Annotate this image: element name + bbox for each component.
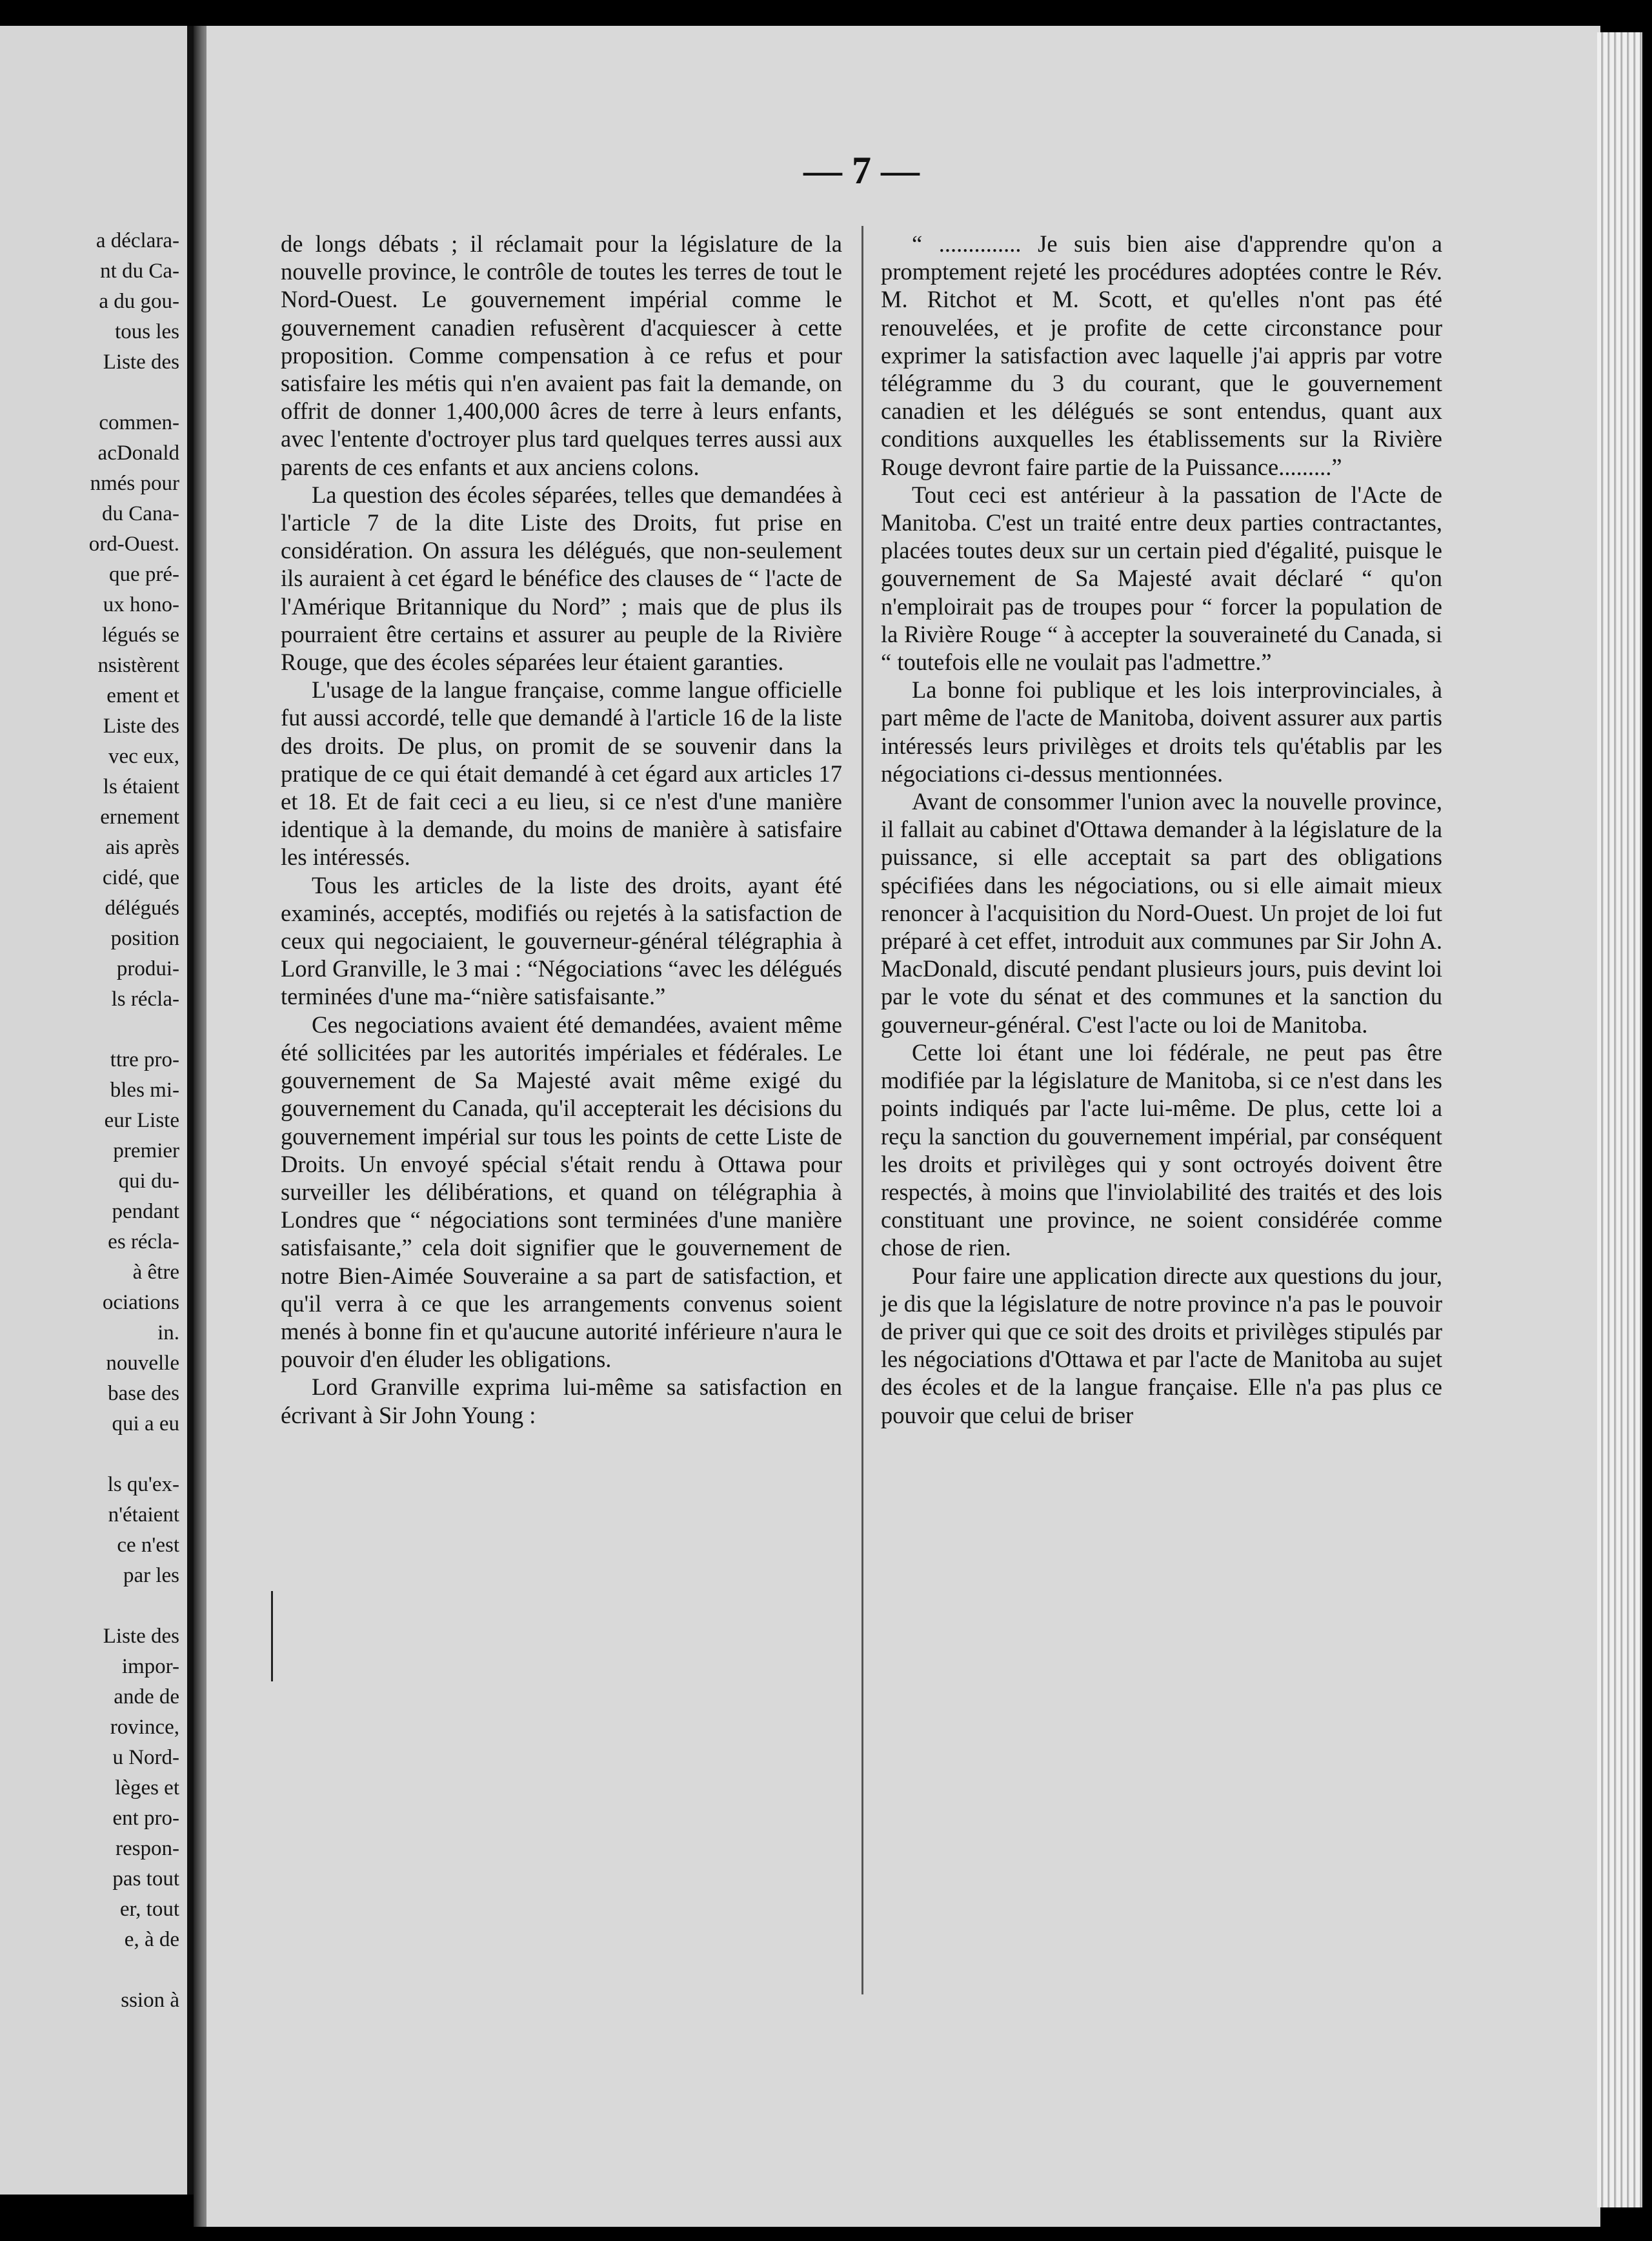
previous-page-line: acDonald: [97, 441, 179, 465]
previous-page-line: [0, 378, 182, 408]
previous-page-line: ociations: [102, 1291, 179, 1314]
page-edges: [1597, 32, 1642, 2207]
previous-page-line: Liste des: [103, 1625, 179, 1648]
paragraph: La bonne foi publique et les lois interprovinciales, à part même de l'acte de Manitoba, doivent assurer aux partis intéressés leurs privilèges et droits tels qu'établis par les négociations ci-dessus mentionnées.: [881, 676, 1442, 787]
previous-page-line: [0, 1439, 182, 1470]
page-number: — 7 —: [803, 149, 920, 192]
previous-page-line: ls étaient: [103, 775, 179, 798]
paragraph: Tous les articles de la liste des droits, ayant été examinés, acceptés, modifiés ou rejetés à la satisfaction de ceux qui negociaient, le gouverneur-général télégraphia à Lord Granville, le 3 mai : “Négociations “avec les délégués terminées d'une ma-“nière satisfaisante.”: [281, 871, 842, 1010]
previous-page-line: in.: [157, 1321, 179, 1344]
previous-page-line: vec eux,: [108, 745, 179, 768]
previous-page-line: délégués: [105, 897, 179, 920]
margin-mark: [271, 1591, 273, 1681]
previous-page-line: impor-: [121, 1655, 179, 1678]
previous-page-line: qui a eu: [112, 1412, 179, 1435]
previous-page-line: ande de: [114, 1685, 179, 1709]
previous-page-line: er, tout: [119, 1898, 179, 1921]
previous-page-line: nmés pour: [90, 472, 179, 495]
column-divider: [861, 226, 863, 1994]
previous-page-line: [0, 1955, 182, 1985]
paragraph: Avant de consommer l'union avec la nouvelle province, il fallait au cabinet d'Ottawa demander à la législature de la puissance, si elle acceptait sa part des obligations spécifiées dans les négociations, ou si elle aimait mieux renoncer à l'acquisition du Nord-Ouest. Un projet de loi fut préparé à cet effet, introduit aux communes par Sir John A. MacDonald, discuté pendant plusieurs jours, puis devint loi par le vote du sénat et des communes et la sanction du gouverneur-général. C'est l'acte ou loi de Manitoba.: [881, 788, 1442, 1038]
previous-page-line: à être: [132, 1261, 179, 1284]
previous-page-line: qui du-: [118, 1170, 179, 1193]
previous-page-line: [0, 1591, 182, 1621]
paragraph: de longs débats ; il réclamait pour la législature de la nouvelle province, le contrôle de toutes les terres de tout le Nord-Ouest. Le gouvernement impérial comme le gouvernement canadien refusèrent d'acquiescer à cette proposition. Comme compensation à ce refus et pour satisfaire les métis qui n'en avaient pas fait la demande, on offrit de donner 1,400,000 âcres de terre à leurs enfants, avec l'entente d'octroyer plus tard quelques terres aussi aux parents de ces enfants et aux anciens colons.: [281, 230, 842, 480]
paragraph: Ces negociations avaient été demandées, avaient même été sollicitées par les autorités impériales et fédérales. Le gouvernement de Sa Majesté avait même exigé du gouvernement du Canada, qu'il accepterait les décisions du gouvernement impérial sur tous les points de cette Liste de Droits. Un envoyé spécial s'était rendu à Ottawa pour surveiller les délibérations, et quand on télégraphia à Londres que “ négociations sont terminées d'une manière satisfaisante,” cela doit signifier que le gouvernement de notre Bien-Aimée Souveraine a sa part de satisfaction, et qu'il verra à ce que les arrangements convenus soient menés à bonne fin et qu'aucune autorité inférieure n'aura le pouvoir d'en éluder les obligations.: [281, 1011, 842, 1373]
previous-page-line: ssion à: [121, 1989, 179, 2012]
previous-page-line: a du gou-: [99, 290, 179, 313]
text-column-left: [281, 230, 842, 1429]
previous-page-line: ernement: [100, 806, 179, 829]
previous-page-line: ement et: [106, 684, 179, 707]
previous-page-line: produi-: [116, 957, 179, 980]
previous-page-line: que pré-: [108, 563, 179, 586]
previous-page-line: nt du Ca-: [100, 259, 179, 283]
previous-page-fragment: [0, 26, 194, 2195]
previous-page-line: cidé, que: [102, 866, 179, 889]
previous-page-line: nouvelle: [106, 1352, 179, 1375]
paragraph: La question des écoles séparées, telles que demandées à l'article 7 de la dite Liste des Droits, fut prise en considération. On assura les délégués, que non-seulement ils auraient à cet égard le bénéfice des clauses de “ l'acte de l'Amérique Britannique du Nord” ; mais que de plus ils pourraient être certains et assurer au peuple de la Rivière Rouge, que des écoles séparées leur étaient garanties.: [281, 481, 842, 676]
paragraph: Cette loi étant une loi fédérale, ne peut pas être modifiée par la législature de Manitoba, si ce n'est dans les points indiqués par l'acte lui-même. De plus, cette loi a reçu la sanction du gouvernement impérial, par conséquent les droits et privilèges qui y sont octroyés doivent être respectés, à moins que l'inviolabilité des traités et des lois constituant une province, ne soient considérée comme chose de rien.: [881, 1039, 1442, 1261]
previous-page-line: u Nord-: [112, 1746, 179, 1769]
previous-page-line: rovince,: [110, 1716, 179, 1739]
previous-page-line: ls qu'ex-: [107, 1473, 179, 1496]
previous-page-line: position: [110, 927, 179, 950]
paragraph: Tout ceci est antérieur à la passation de l'Acte de Manitoba. C'est un traité entre deux parties contractantes, placées toutes deux sur un certain pied d'égalité, puisque le gouvernement de Sa Majesté avait déclaré “ qu'on n'emploirait pas de troupes pour “ forcer la population de la Rivière Rouge “ à accepter la souveraineté du Canada, si “ toutefois elle ne voulait pas l'admettre.”: [881, 481, 1442, 676]
paragraph: Pour faire une application directe aux questions du jour, je dis que la législature de notre province n'a pas le pouvoir de priver qui que ce soit des droits et privilèges stipulés par les négociations d'Ottawa et par l'acte de Manitoba au sujet des écoles et de la langue française. Elle n'a pas plus ce pouvoir que celui de briser: [881, 1262, 1442, 1428]
previous-page-line: du Cana-: [101, 502, 179, 525]
previous-page-line: eur Liste: [104, 1109, 179, 1132]
paragraph: Lord Granville exprima lui-même sa satisfaction en écrivant à Sir John Young :: [281, 1374, 842, 1428]
previous-page-line: légués se: [101, 624, 179, 647]
previous-page-line: bles mi-: [110, 1079, 179, 1102]
previous-page-line: ttre pro-: [110, 1048, 179, 1071]
previous-page-line: ls récla-: [111, 988, 179, 1011]
text-column-right: [881, 230, 1442, 1429]
previous-page-line: ord-Ouest.: [88, 532, 179, 556]
previous-page-line: commen-: [99, 411, 179, 434]
previous-page-line: pas tout: [112, 1867, 179, 1891]
previous-page-line: base des: [108, 1382, 179, 1405]
previous-page-line: n'étaient: [108, 1503, 179, 1526]
previous-page-line: pendant: [112, 1200, 179, 1223]
previous-page-line: [0, 1015, 182, 1045]
previous-page-line: ce n'est: [117, 1534, 179, 1557]
previous-page-line: ux hono-: [103, 593, 179, 616]
previous-page-line: Liste des: [103, 350, 179, 374]
previous-page-line: Liste des: [103, 715, 179, 738]
paragraph: “ .............. Je suis bien aise d'apprendre qu'on a promptement rejeté les procédures adoptées contre le Rév. M. Ritchot et M. Scott, et qu'elles n'ont pas été renouvelées, et je profite de cette circonstance pour exprimer la satisfaction avec laquelle j'ai appris par votre télégramme du 3 du courant, que le gouvernement canadien et les délégués se sont entendus, quant aux conditions auxquelles les établissements sur la Rivière Rouge devront faire partie de la Puissance.........”: [881, 230, 1442, 480]
previous-page-line: nsistèrent: [97, 654, 179, 677]
previous-page-line: a déclara-: [96, 229, 179, 252]
previous-page-line: par les: [123, 1564, 179, 1587]
previous-page-line: lèges et: [115, 1776, 179, 1800]
previous-page-line: e, à de: [124, 1928, 179, 1951]
previous-page-line: respon-: [116, 1837, 179, 1860]
previous-page-line: tous les: [115, 320, 179, 343]
previous-page-line: ais après: [105, 836, 179, 859]
paragraph: L'usage de la langue française, comme langue officielle fut aussi accordé, telle que demandé à l'article 16 de la liste des droits. De plus, on promit de se souvenir dans la pratique de ce qui était demandé à cet égard aux articles 17 et 18. Et de fait ceci a eu lieu, si ce n'est d'une manière identique à la demande, du moins de manière à satisfaire les intéressés.: [281, 676, 842, 871]
previous-page-line: es récla-: [108, 1230, 179, 1253]
previous-page-line: ent pro-: [112, 1807, 179, 1830]
previous-page-lines: [0, 226, 182, 2016]
previous-page-line: premier: [113, 1139, 179, 1162]
